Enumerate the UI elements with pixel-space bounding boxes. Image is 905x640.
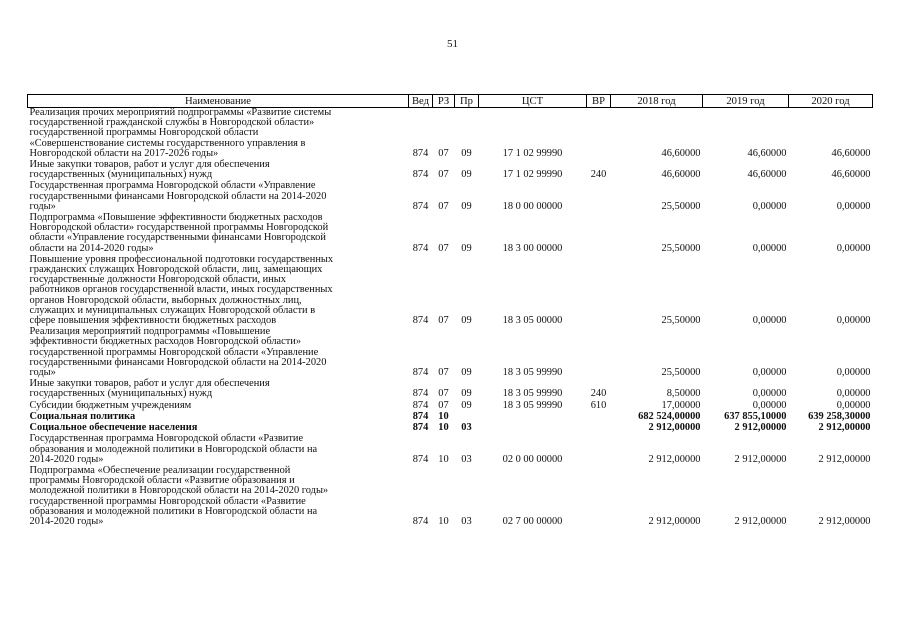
header-cst: ЦСТ [479, 95, 587, 108]
table-row [28, 434, 873, 466]
row-cst: 18 3 00 00000 [502, 242, 563, 254]
header-rz: РЗ [433, 95, 455, 108]
row-rz: 10 [438, 410, 449, 422]
row-amount-2020: 0,00000 [836, 388, 871, 400]
row-cst: 17 1 02 99990 [502, 147, 563, 159]
row-ved: 874 [412, 422, 429, 434]
row-rz: 07 [438, 200, 449, 212]
row-name: Субсидии бюджетным учреждениям [29, 399, 192, 411]
header-2020: 2020 год [789, 95, 873, 108]
row-ved: 874 [412, 453, 429, 465]
row-ved: 874 [412, 388, 429, 400]
header-2018: 2018 год [611, 95, 703, 108]
row-amount-2019: 637 855,10000 [724, 410, 787, 422]
row-amount-2019: 0,00000 [752, 242, 787, 254]
row-rz: 07 [438, 367, 449, 379]
row-cst [479, 423, 587, 434]
row-amount-2018: 25,50000 [661, 367, 701, 379]
row-vr: 240 [590, 169, 607, 181]
row-cst: 18 0 00 00000 [502, 200, 563, 212]
row-pr: 09 [461, 147, 472, 159]
row-cst: 18 3 05 00000 [502, 315, 563, 327]
row-name: Социальная политика [29, 410, 136, 422]
row-amount-2020: 0,00000 [836, 315, 871, 327]
table-row [28, 255, 873, 327]
row-amount-2018: 2 912,00000 [648, 515, 701, 527]
row-amount-2018: 682 524,00000 [638, 410, 701, 422]
row-ved: 874 [412, 242, 429, 254]
row-vr [587, 255, 611, 327]
row-amount-2020: 0,00000 [836, 367, 871, 379]
row-ved: 874 [412, 200, 429, 212]
row-pr: 09 [461, 169, 472, 181]
row-amount-2019: 2 912,00000 [734, 422, 787, 434]
row-cst: 18 3 05 99990 [502, 367, 563, 379]
row-name: Реализация мероприятий подпрограммы «Повышение эффективности бюджетных расходов Новгородской области» государственной программы Новгородской области «Управление государственными финансами Новгородской области на 2014-2020 годы» [29, 326, 327, 379]
row-amount-2019: 0,00000 [752, 200, 787, 212]
row-pr: 09 [461, 388, 472, 400]
row-cst: 02 7 00 00000 [502, 515, 563, 527]
row-cst: 17 1 02 99990 [502, 169, 563, 181]
table-row [28, 108, 873, 161]
row-ved: 874 [412, 315, 429, 327]
row-amount-2018: 25,50000 [661, 242, 701, 254]
row-rz: 07 [438, 315, 449, 327]
row-name: Реализация прочих мероприятий подпрограммы «Развитие системы государственной гражданской службы в Новгородской области» государственной программы Новгородской области «Совершенствование системы государственного управления в Новгородской области на 2017-2026 годы» [29, 107, 332, 159]
row-vr [587, 327, 611, 379]
row-rz: 07 [438, 147, 449, 159]
row-amount-2020: 2 912,00000 [818, 515, 871, 527]
row-rz: 07 [438, 388, 449, 400]
row-ved: 874 [412, 367, 429, 379]
row-amount-2020: 2 912,00000 [818, 422, 871, 434]
row-pr: 09 [461, 399, 472, 411]
table-row [28, 213, 873, 255]
row-amount-2020: 639 258,30000 [808, 410, 871, 422]
row-vr [587, 423, 611, 434]
row-vr [587, 108, 611, 161]
row-ved: 874 [412, 399, 429, 411]
row-pr: 09 [461, 200, 472, 212]
row-amount-2018: 46,60000 [661, 169, 701, 181]
table-row [28, 181, 873, 213]
row-amount-2018: 2 912,00000 [648, 422, 701, 434]
row-ved: 874 [412, 169, 429, 181]
row-ved: 874 [412, 515, 429, 527]
row-rz: 10 [438, 422, 449, 434]
row-vr [587, 181, 611, 213]
row-name: Государственная программа Новгородской области «Развитие образования и молодежной политики в Новгородской области на 2014-2020 годы» [29, 433, 318, 465]
row-cst [479, 412, 587, 423]
row-vr [587, 466, 611, 528]
row-amount-2018: 2 912,00000 [648, 453, 701, 465]
row-rz: 07 [438, 242, 449, 254]
row-amount-2018: 8,50000 [666, 388, 701, 400]
row-name: Иные закупки товаров, работ и услуг для обеспечения государственных (муниципальных) нужд [29, 159, 270, 181]
row-name: Повышение уровня профессиональной подготовки государственных гражданских служащих Новгородской области, лиц, замещающих государственные должности Новгородской области, иных работников органов государственной власти, иных государственных органов Новгородской области, выборных должностных лиц, служащих и муниципальных служащих Новгородской области в сфере повышения эффективности бюджетных расходов [29, 253, 334, 327]
header-pr: Пр [455, 95, 479, 108]
row-amount-2020: 46,60000 [831, 169, 871, 181]
row-name: Государственная программа Новгородской области «Управление государственными финансами Новгородской области на 2014-2020 годы» [29, 180, 327, 212]
row-amount-2018: 46,60000 [661, 147, 701, 159]
row-rz: 07 [438, 399, 449, 411]
row-amount-2019: 0,00000 [752, 315, 787, 327]
header-2019: 2019 год [703, 95, 789, 108]
row-amount-2020: 0,00000 [836, 200, 871, 212]
row-name: Социальное обеспечение населения [29, 422, 198, 434]
row-vr [587, 412, 611, 423]
page-number: 51 [447, 38, 458, 50]
row-amount-2020: 0,00000 [836, 399, 871, 411]
row-name: Подпрограмма «Повышение эффективности бюджетных расходов Новгородской области» государственной программы Новгородской области «Управление государственными финансами Новгородской области на 2014-2020 годы» [29, 212, 329, 254]
header-name: Наименование [28, 95, 409, 108]
row-amount-2020: 2 912,00000 [818, 453, 871, 465]
row-amount-2018: 25,50000 [661, 200, 701, 212]
table-header-row [28, 95, 873, 108]
row-ved: 874 [412, 147, 429, 159]
row-pr: 09 [461, 242, 472, 254]
table-body [28, 108, 873, 529]
row-amount-2019: 0,00000 [752, 388, 787, 400]
row-rz: 10 [438, 453, 449, 465]
row-vr [587, 213, 611, 255]
row-ved: 874 [412, 410, 429, 422]
row-amount-2020: 46,60000 [831, 147, 871, 159]
row-amount-2018: 17,00000 [661, 399, 701, 411]
table-row [28, 379, 873, 400]
row-cst: 02 0 00 00000 [502, 453, 563, 465]
table-row [28, 327, 873, 379]
row-rz: 07 [438, 169, 449, 181]
row-rz: 10 [438, 515, 449, 527]
row-cst: 18 3 05 99990 [502, 388, 563, 400]
row-amount-2019: 2 912,00000 [734, 515, 787, 527]
row-amount-2019: 2 912,00000 [734, 453, 787, 465]
row-vr: 610 [590, 399, 607, 411]
row-pr: 03 [461, 453, 472, 465]
row-pr: 09 [461, 315, 472, 327]
row-vr [587, 434, 611, 466]
row-amount-2019: 46,60000 [747, 169, 787, 181]
row-cst: 18 3 05 99990 [502, 399, 563, 411]
row-pr: 03 [461, 515, 472, 527]
row-name: Подпрограмма «Обеспечение реализации государственной программы Новгородской области «Развитие образования и молодежной политики в Новгородской области на 2014-2020 годы» государственной программы Новгородской области «Развитие образования и молодежной политики в Новгородской области на 2014-2020 годы» [29, 464, 329, 527]
header-vr: ВР [587, 95, 611, 108]
header-ved: Вед [409, 95, 433, 108]
row-amount-2019: 0,00000 [752, 399, 787, 411]
table-row [28, 466, 873, 528]
row-amount-2020: 0,00000 [836, 242, 871, 254]
row-amount-2019: 0,00000 [752, 367, 787, 379]
row-vr: 240 [590, 388, 607, 400]
row-pr: 09 [461, 367, 472, 379]
table-row [28, 160, 873, 181]
row-pr: 03 [461, 422, 472, 434]
budget-table [27, 94, 873, 528]
row-amount-2019: 46,60000 [747, 147, 787, 159]
row-amount-2018: 25,50000 [661, 315, 701, 327]
row-name: Иные закупки товаров, работ и услуг для обеспечения государственных (муниципальных) нужд [29, 378, 270, 400]
